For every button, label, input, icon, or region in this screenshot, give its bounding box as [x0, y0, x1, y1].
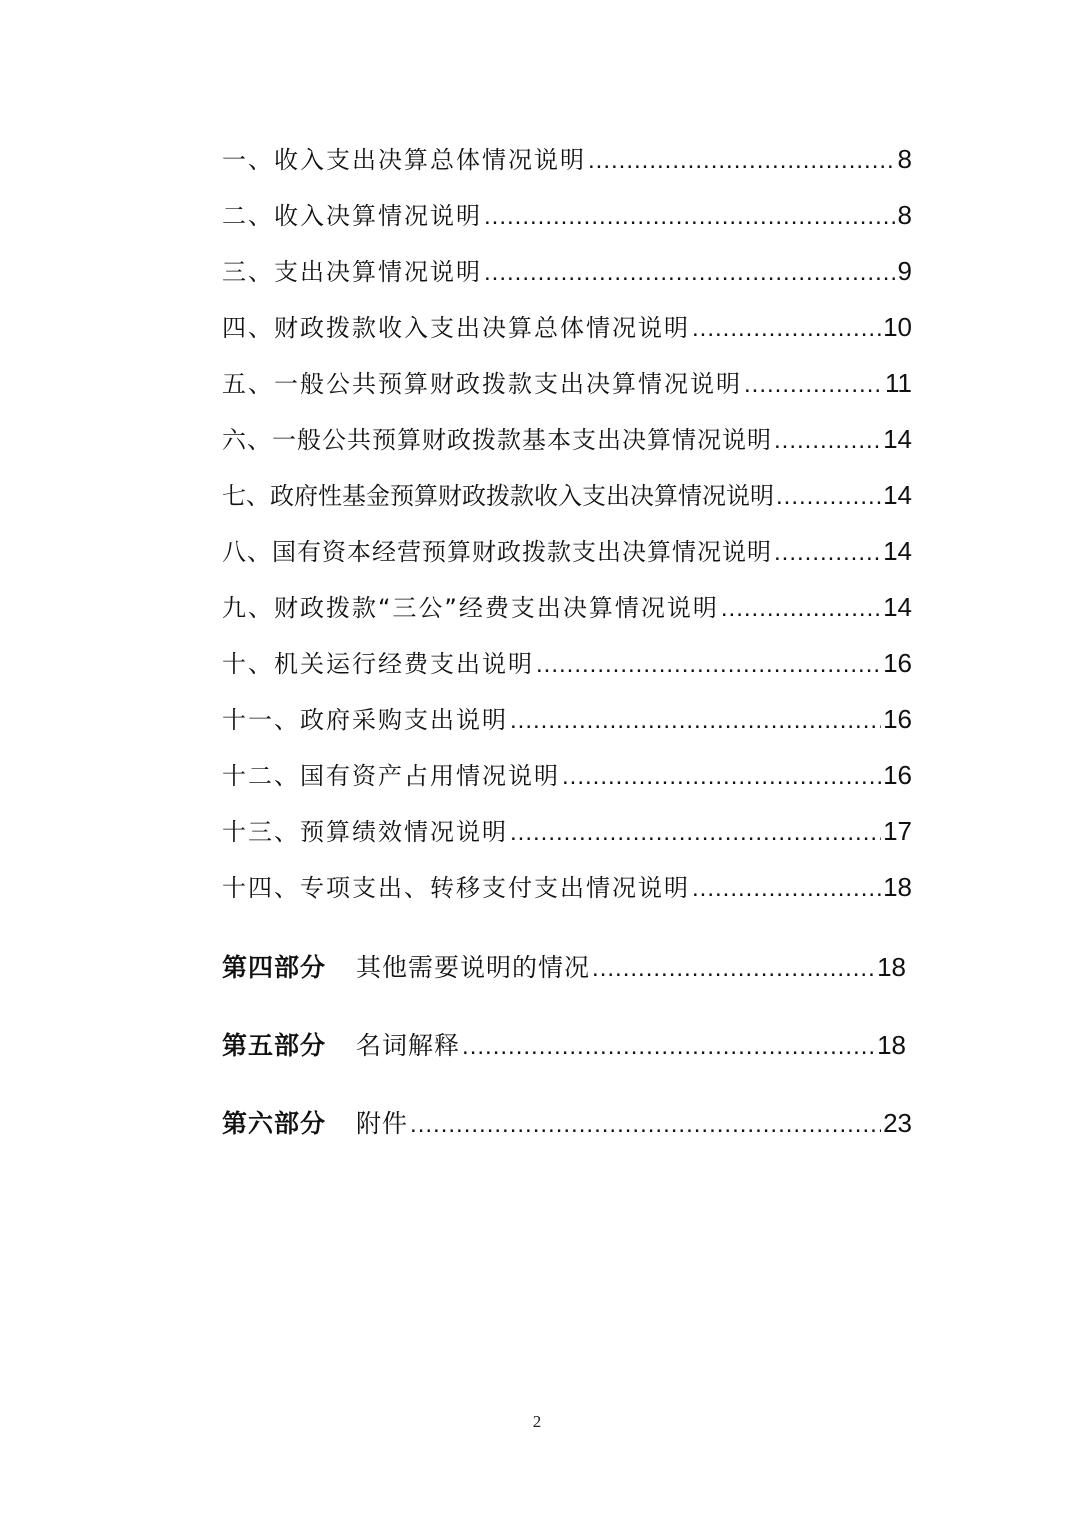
toc-item-page: 18	[883, 872, 912, 902]
toc-item[interactable]	[222, 812, 912, 852]
dot-leader	[536, 651, 881, 679]
toc-item-label: 三、支出决算情况说明	[222, 258, 482, 286]
dot-leader	[510, 819, 881, 847]
dot-leader	[744, 371, 883, 399]
page-number: 2	[532, 1412, 542, 1431]
toc-item[interactable]	[222, 588, 912, 628]
toc-item-label: 四、财政拨款收入支出决算总体情况说明	[222, 314, 690, 342]
dot-leader	[484, 203, 896, 231]
dot-leader	[774, 539, 881, 567]
dot-leader	[776, 483, 881, 511]
toc-section-title: 其他需要说明的情况	[356, 953, 591, 982]
toc-section-part: 第四部分	[222, 953, 327, 982]
toc-item-label: 六、一般公共预算财政拨款基本支出决算情况说明	[222, 426, 772, 454]
toc-item[interactable]	[222, 476, 912, 516]
toc-item-page: 8	[897, 200, 912, 230]
toc-item-page: 16	[883, 704, 912, 734]
toc-item[interactable]	[222, 868, 912, 908]
toc-item[interactable]	[222, 364, 912, 404]
dot-leader	[774, 427, 881, 455]
toc-item[interactable]	[222, 756, 912, 796]
toc-item-page: 9	[897, 256, 912, 286]
toc-section-part: 第五部分	[222, 1031, 327, 1060]
dot-leader	[588, 147, 896, 175]
dot-leader	[721, 595, 881, 623]
toc-item[interactable]	[222, 252, 912, 292]
toc-item-label: 十三、预算绩效情况说明	[222, 818, 508, 846]
toc-item[interactable]	[222, 140, 912, 180]
toc-section[interactable]	[222, 1026, 906, 1066]
toc-item-page: 11	[885, 368, 912, 398]
toc-item-page: 16	[883, 648, 912, 678]
toc-section-part: 第六部分	[222, 1109, 327, 1138]
dot-leader	[510, 707, 881, 735]
dot-leader	[462, 1033, 875, 1061]
toc-section-page: 18	[877, 952, 906, 982]
toc-section-page: 23	[883, 1108, 912, 1138]
toc-item[interactable]	[222, 700, 912, 740]
toc-section-page: 18	[877, 1030, 906, 1060]
dot-leader	[692, 875, 881, 903]
toc-item-label: 五、一般公共预算财政拨款支出决算情况说明	[222, 370, 742, 398]
toc-item[interactable]	[222, 644, 912, 684]
toc-item-page: 14	[883, 480, 912, 510]
toc-item-label: 十一、政府采购支出说明	[222, 706, 508, 734]
dot-leader	[562, 763, 881, 791]
dot-leader	[484, 259, 896, 287]
toc-item-label: 十二、国有资产占用情况说明	[222, 762, 560, 790]
toc-section[interactable]	[222, 1104, 912, 1144]
toc-section-title: 名词解释	[356, 1031, 461, 1060]
toc-item-page: 8	[897, 144, 912, 174]
toc-item-page: 10	[883, 312, 912, 342]
toc-item-page: 17	[883, 816, 912, 846]
toc-item-label: 二、收入决算情况说明	[222, 202, 482, 230]
toc-item-label: 一、收入支出决算总体情况说明	[222, 146, 586, 174]
dot-leader	[410, 1111, 881, 1139]
dot-leader	[692, 315, 881, 343]
toc-item-label: 七、政府性基金预算财政拨款收入支出决算情况说明	[222, 482, 774, 510]
toc-item-page: 14	[883, 536, 912, 566]
toc-item[interactable]	[222, 532, 912, 572]
toc-item[interactable]	[222, 196, 912, 236]
toc-item-page: 16	[883, 760, 912, 790]
dot-leader	[592, 955, 875, 983]
toc-item[interactable]	[222, 420, 912, 460]
toc-item-page: 14	[883, 592, 912, 622]
toc-item-label: 十四、专项支出、转移支付支出情况说明	[222, 874, 690, 902]
toc-item-label: 八、国有资本经营预算财政拨款支出决算情况说明	[222, 538, 772, 566]
toc-item[interactable]	[222, 308, 912, 348]
toc-item-label: 十、机关运行经费支出说明	[222, 650, 534, 678]
toc-section[interactable]	[222, 948, 906, 988]
toc-section-title: 附件	[356, 1109, 409, 1138]
toc-item-label: 九、财政拨款“三公”经费支出决算情况说明	[222, 594, 719, 622]
toc-item-page: 14	[883, 424, 912, 454]
